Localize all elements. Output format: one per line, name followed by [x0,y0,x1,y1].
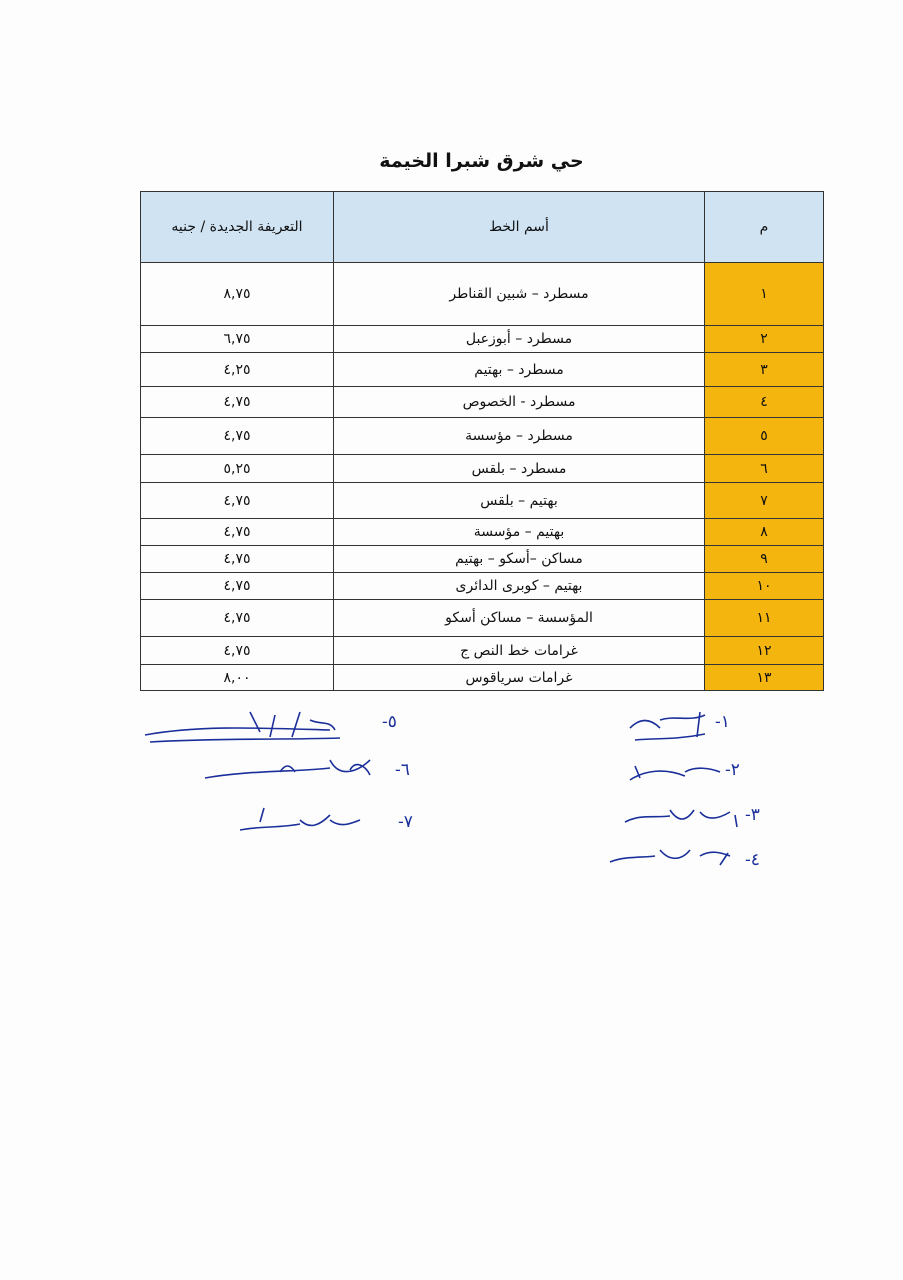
fare-cell: ٤,٧٥ [141,573,334,600]
signature-3-label: ٣- [745,805,760,825]
signature-1-label: ١- [715,712,730,732]
signature-5-label: ٥- [382,712,397,732]
fare-cell: ٤,٧٥ [141,546,334,573]
row-index: ٥ [705,418,824,455]
row-index: ٨ [705,519,824,546]
signature-2-label: ٢- [725,760,740,780]
fare-cell: ٤,٧٥ [141,637,334,665]
signature-7-label: ٧- [398,812,413,832]
row-index: ٦ [705,455,824,483]
fare-cell: ٤,٧٥ [141,600,334,637]
line-name-cell: مسطرد – أبوزعبل [334,326,705,353]
row-index: ١٠ [705,573,824,600]
line-name-cell: مساكن –أسكو – بهتيم [334,546,705,573]
fare-cell: ٤,٧٥ [141,418,334,455]
row-index: ٩ [705,546,824,573]
fare-cell: ٤,٧٥ [141,387,334,418]
line-name-cell: مسطرد – بلقس [334,455,705,483]
fare-cell: ٤,٧٥ [141,483,334,519]
row-index: ٤ [705,387,824,418]
row-index: ٢ [705,326,824,353]
line-name-cell: بهتيم – بلقس [334,483,705,519]
line-name-cell: غرامات سرياقوس [334,665,705,691]
header-index: م [705,192,824,263]
line-name-cell: مسطرد – شبين القناطر [334,263,705,326]
line-name-cell: بهتيم – كوبرى الدائرى [334,573,705,600]
row-index: ٧ [705,483,824,519]
row-index: ٣ [705,353,824,387]
fare-cell: ٨,٧٥ [141,263,334,326]
row-index: ١ [705,263,824,326]
row-index: ١١ [705,600,824,637]
document-title: حي شرق شبرا الخيمة [379,150,584,172]
fare-cell: ٤,٧٥ [141,519,334,546]
row-index: ١٢ [705,637,824,665]
line-name-cell: غرامات خط النص ج [334,637,705,665]
row-index: ١٣ [705,665,824,691]
fare-cell: ٦,٧٥ [141,326,334,353]
line-name-cell: مسطرد - الخصوص [334,387,705,418]
fare-cell: ٨,٠٠ [141,665,334,691]
line-name-cell: مسطرد – مؤسسة [334,418,705,455]
signature-6-label: ٦- [395,760,410,780]
line-name-cell: بهتيم – مؤسسة [334,519,705,546]
line-name-cell: مسطرد – بهتيم [334,353,705,387]
line-name-cell: المؤسسة – مساكن أسكو [334,600,705,637]
signature-4-label: ٤- [745,850,760,870]
fare-cell: ٤,٢٥ [141,353,334,387]
fare-cell: ٥,٢٥ [141,455,334,483]
header-fare: التعريفة الجديدة / جنيه [141,192,334,263]
header-line-name: أسم الخط [334,192,705,263]
